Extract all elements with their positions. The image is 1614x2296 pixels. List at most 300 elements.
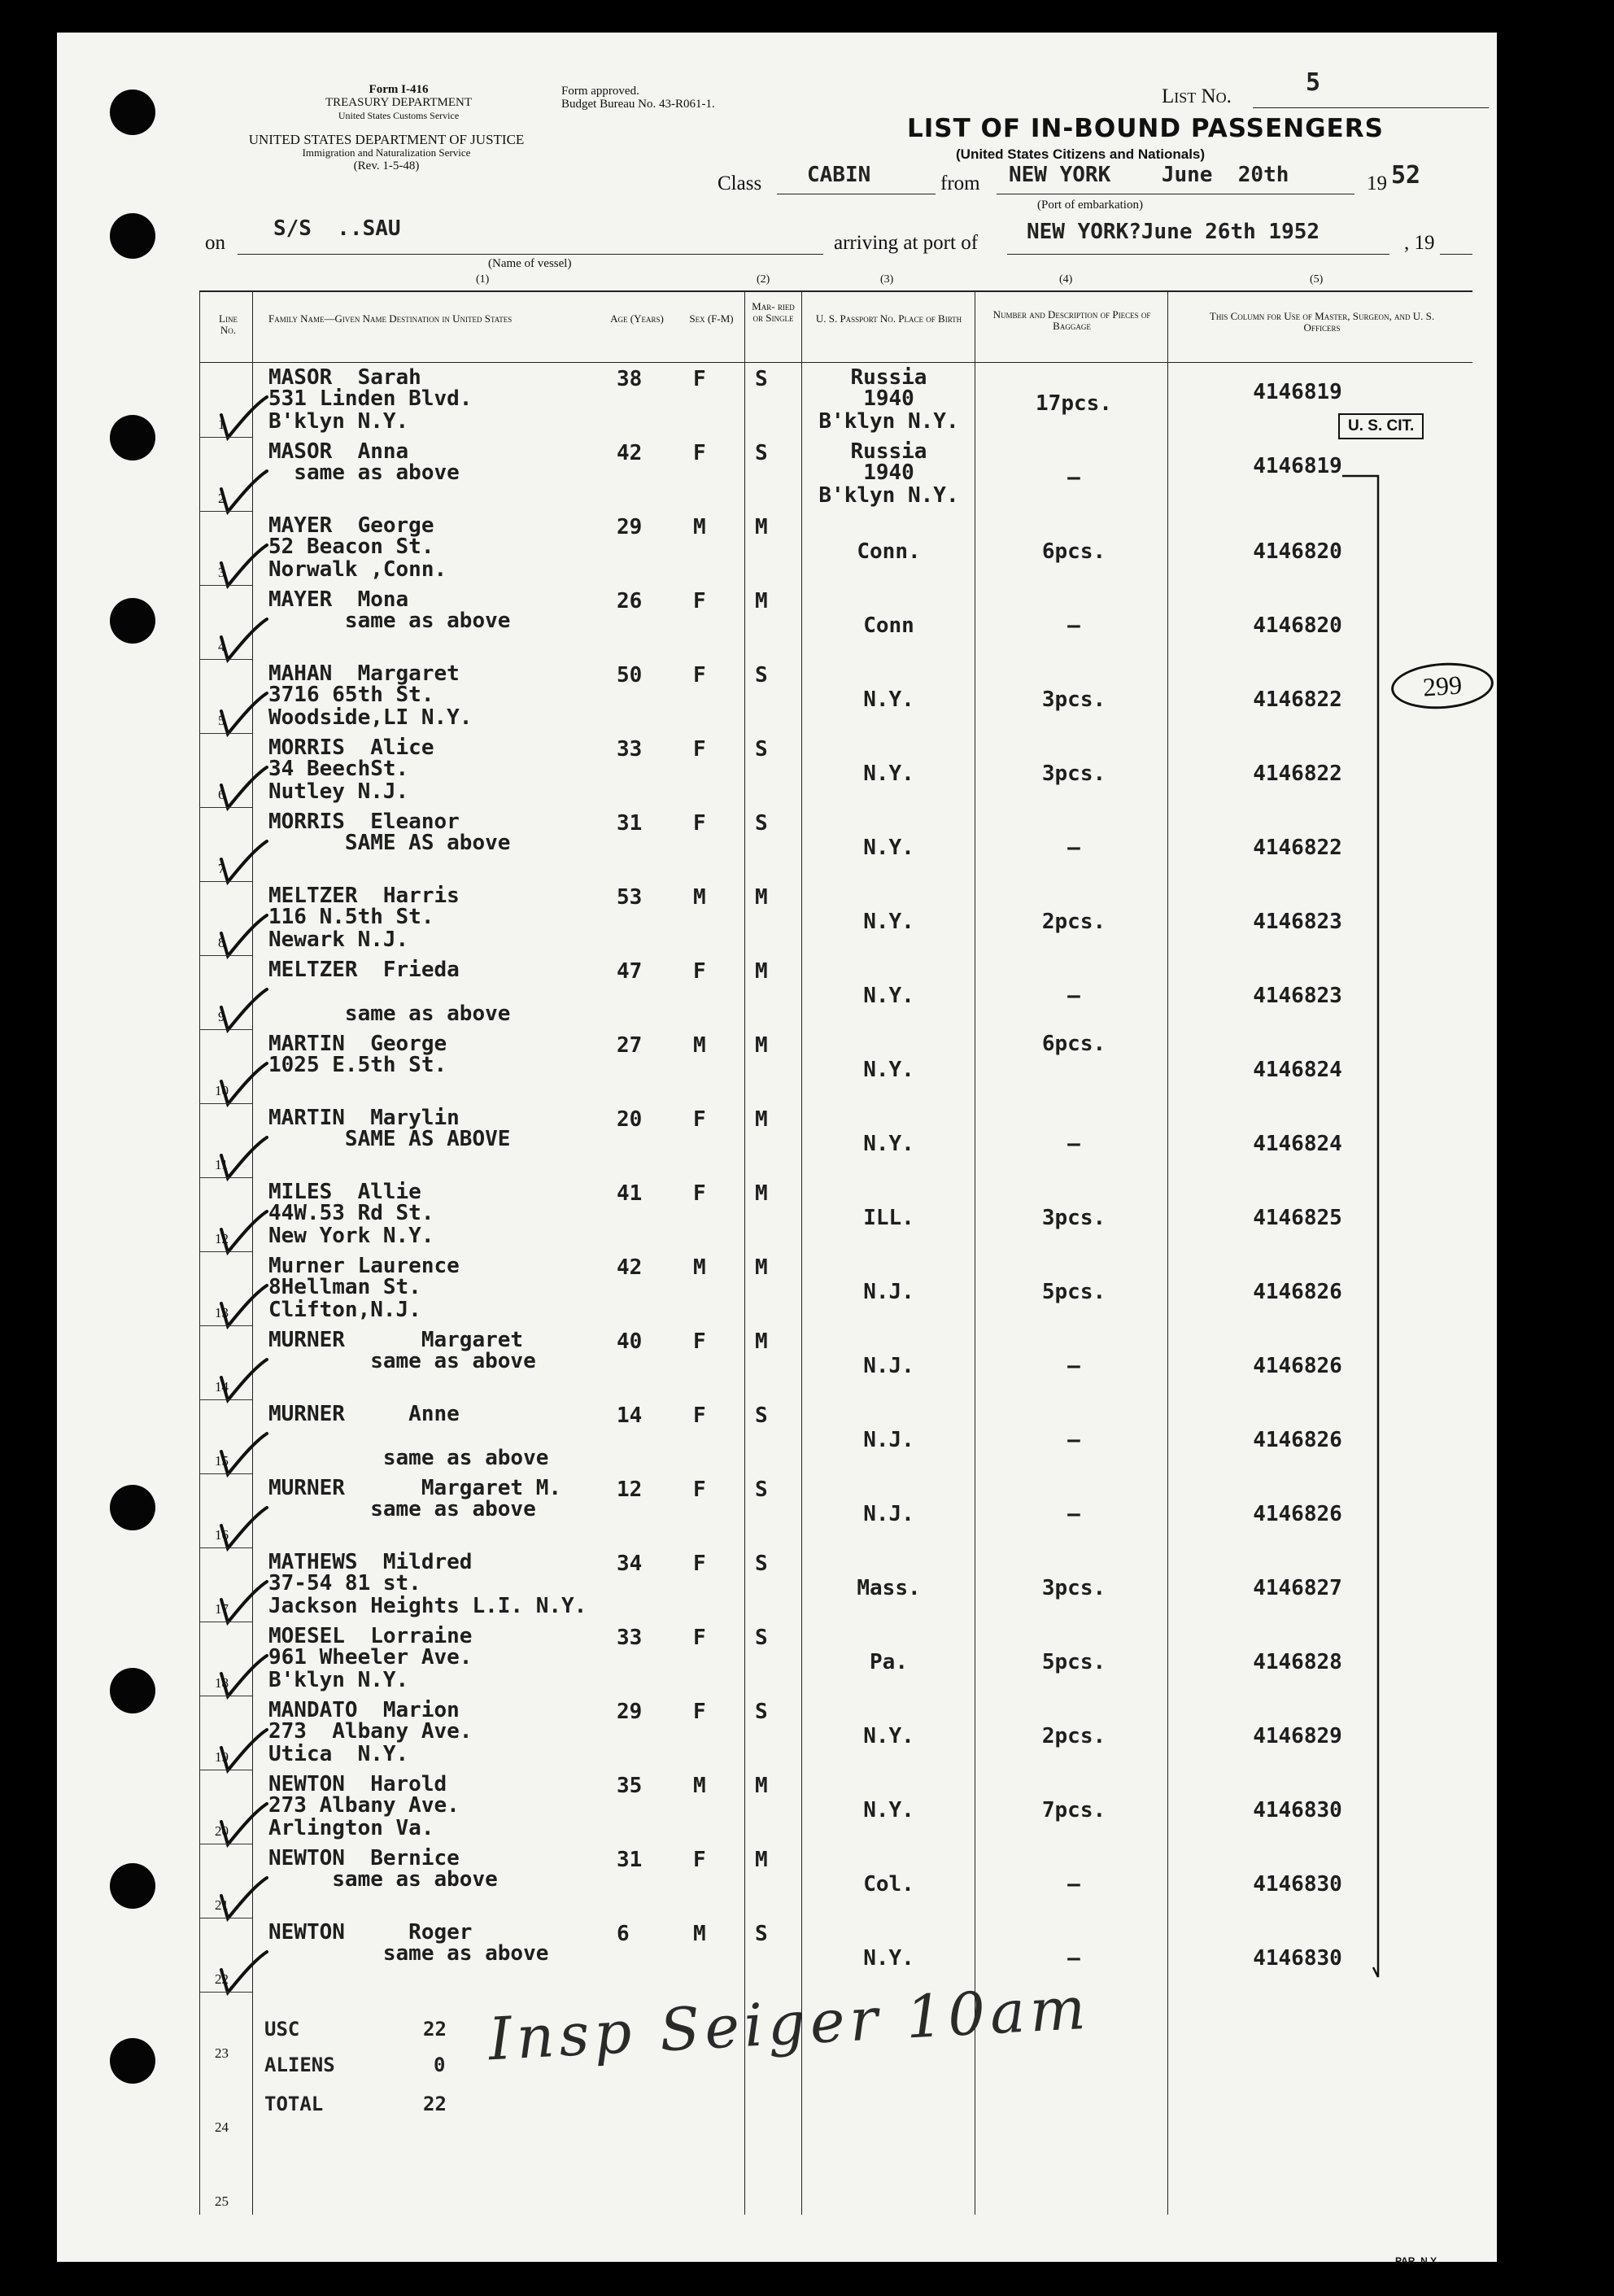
passenger-address-2: B'klyn N.Y. (268, 409, 409, 434)
column-number: (1) (476, 273, 490, 286)
age: 33 (617, 1626, 643, 1650)
sex: F (693, 663, 706, 687)
port-embarkation-caption: (Port of embarkation) (1037, 199, 1143, 212)
passenger-address-1: same as above (268, 609, 511, 633)
officer-number: 4146823 (1253, 984, 1342, 1008)
passenger-name: NEWTON Roger (268, 1920, 473, 1945)
baggage: 3pcs. (1041, 687, 1106, 712)
baggage: — (1067, 1354, 1080, 1378)
place-of-birth: Pa. (870, 1650, 908, 1674)
passenger-row (0, 1104, 1440, 1178)
sex: M (693, 515, 706, 539)
passenger-address-1: SAME AS ABOVE (268, 1127, 511, 1151)
revision: (Rev. 1-5-48) (353, 159, 420, 172)
year-prefix-1: 19 (1367, 172, 1387, 194)
customs-service: United States Customs Service (338, 110, 460, 121)
line-number: 25 (215, 2193, 229, 2209)
officer-number: 4146822 (1253, 687, 1342, 712)
sex: F (693, 1552, 706, 1576)
marital-status: M (755, 1181, 768, 1206)
line-number: 18 (215, 1675, 229, 1691)
line-number: 2 (218, 491, 225, 506)
passenger-row (0, 512, 1440, 586)
age: 12 (617, 1478, 643, 1502)
baggage: 5pcs. (1041, 1280, 1106, 1304)
passenger-address-2: Newark N.J. (268, 928, 409, 952)
passenger-address-2: B'klyn N.Y. (268, 1668, 409, 1692)
place-of-birth: N.Y. (863, 1946, 914, 1971)
baggage: 2pcs. (1041, 1724, 1106, 1748)
sex: M (693, 1774, 706, 1798)
place-of-birth: Conn. (857, 539, 921, 564)
passenger-address-1: same as above (268, 1941, 549, 1966)
passenger-name: MORRIS Alice (268, 736, 434, 760)
passenger-address-2: same as above (268, 1002, 511, 1026)
totals-value: 22 (423, 2093, 447, 2115)
baggage: 7pcs. (1041, 1798, 1106, 1822)
col-header-baggage: Number and Description of Pieces of Baggage (992, 308, 1151, 332)
passenger-name: MURNER Margaret (268, 1328, 524, 1352)
col-header-officers: This Column for Use of Master, Surgeon, and U. S. Officers (1209, 310, 1435, 334)
totals-label: USC (264, 2018, 300, 2041)
age: 38 (617, 367, 643, 391)
binder-hole (110, 89, 155, 135)
page-title: LIST OF IN-BOUND PASSENGERS (907, 114, 1384, 143)
list-no-label: List No. (1162, 85, 1232, 107)
officer-number: 4146826 (1253, 1280, 1342, 1304)
officer-number: 4146822 (1253, 762, 1342, 786)
passenger-row (0, 956, 1440, 1030)
arriving-value: NEW YORK?June 26th 1952 (1027, 220, 1320, 244)
passenger-address-1: same as above (268, 1349, 536, 1373)
table-top-border (199, 290, 1472, 292)
passenger-address-1: same as above (268, 1497, 536, 1521)
passenger-name: MASOR Anna (268, 439, 409, 464)
line-number: 13 (215, 1305, 229, 1320)
sex: F (693, 1626, 706, 1650)
baggage: — (1067, 1872, 1080, 1897)
officer-number: 4146820 (1253, 613, 1342, 638)
passenger-name: NEWTON Harold (268, 1772, 447, 1796)
passenger-row (0, 364, 1440, 438)
officer-number: 4146830 (1253, 1798, 1342, 1822)
ins-title: Immigration and Naturalization Service (302, 146, 471, 159)
sex: M (693, 1033, 706, 1058)
passenger-address-2: Jackson Heights L.I. N.Y. (268, 1594, 587, 1618)
age: 50 (617, 663, 643, 687)
year-value-1: 52 (1391, 161, 1421, 190)
baggage: 3pcs. (1041, 1206, 1106, 1230)
on-label: on (205, 232, 225, 254)
officer-number: 4146819 (1253, 380, 1342, 404)
age: 47 (617, 959, 643, 984)
passenger-name: MORRIS Eleanor (268, 810, 460, 834)
passenger-name: MANDATO Marion (268, 1698, 460, 1722)
column-number: (4) (1059, 273, 1073, 286)
class-label: Class (718, 172, 762, 194)
passenger-row (0, 1252, 1440, 1326)
passenger-row (0, 1400, 1440, 1474)
passenger-address-2: same as above (268, 1446, 549, 1470)
place-of-birth: N.Y. (863, 762, 914, 786)
row-divider (199, 1992, 252, 1993)
passenger-address-1: same as above (268, 1867, 498, 1892)
marital-status: M (755, 1848, 768, 1872)
sex: F (693, 1329, 706, 1354)
arriving-label: arriving at port of (834, 232, 979, 254)
list-no-underline (1253, 107, 1489, 108)
passenger-name: MURNER Margaret M. (268, 1476, 562, 1500)
passenger-row (0, 1696, 1440, 1770)
col-header-passport: U. S. Passport No. Place of Birth (815, 312, 962, 325)
passenger-name: MARTIN Marylin (268, 1106, 460, 1130)
marital-status: M (755, 1774, 768, 1798)
routing-bracket (1334, 439, 1383, 1985)
passenger-address-1: 34 BeechSt. (268, 757, 409, 781)
line-number: 17 (215, 1601, 229, 1617)
line-number: 6 (218, 787, 225, 802)
passenger-name: MILES Allie (268, 1180, 421, 1204)
arriving-underline (1007, 254, 1389, 255)
age: 6 (617, 1922, 630, 1946)
passenger-address-1: 273 Albany Ave. (268, 1719, 473, 1744)
passenger-name: Murner Laurence (268, 1254, 460, 1278)
sex: F (693, 1403, 706, 1428)
baggage: — (1067, 984, 1080, 1008)
passenger-address-2: Norwalk ,Conn. (268, 557, 447, 582)
age: 33 (617, 737, 643, 762)
officer-number: 4146826 (1253, 1502, 1342, 1526)
printer-mark: PAR. N.Y. (1395, 2255, 1439, 2267)
officer-number: 4146823 (1253, 910, 1342, 934)
baggage: — (1067, 613, 1080, 638)
passenger-row (0, 586, 1440, 660)
doj-title: UNITED STATES DEPARTMENT OF JUSTICE (248, 132, 525, 147)
passenger-address-1: SAME AS above (268, 831, 511, 855)
baggage: 6pcs. (1041, 1032, 1106, 1056)
passenger-name: MARTIN George (268, 1032, 447, 1056)
officer-number: 4146819 (1253, 454, 1342, 478)
marital-status: S (755, 1478, 768, 1502)
passenger-name: MOESEL Lorraine (268, 1624, 473, 1648)
circled-number: 299 (1421, 670, 1464, 702)
passenger-address-1: 531 Linden Blvd. (268, 386, 473, 411)
age: 29 (617, 515, 643, 539)
col-header-age: Age (Years) (610, 312, 664, 325)
passenger-address-1: 273 Albany Ave. (268, 1793, 460, 1818)
line-number: 21 (215, 1897, 229, 1913)
passenger-address-2: Utica N.Y. (268, 1742, 409, 1766)
passenger-address-1: same as above (268, 461, 460, 485)
treasury-dept: TREASURY DEPARTMENT (325, 96, 473, 109)
age: 20 (617, 1107, 643, 1132)
line-number: 11 (215, 1157, 229, 1172)
place-of-birth: Conn (863, 613, 914, 638)
sex: F (693, 959, 706, 984)
line-number: 22 (215, 1971, 229, 1987)
baggage: 6pcs. (1041, 539, 1106, 564)
line-number: 12 (215, 1231, 229, 1246)
sex: F (693, 1478, 706, 1502)
column-number: (3) (880, 273, 894, 286)
age: 41 (617, 1181, 643, 1206)
place-of-birth: N.Y. (863, 910, 914, 934)
passenger-address-2: Arlington Va. (268, 1816, 434, 1840)
vessel-caption: (Name of vessel) (488, 257, 572, 270)
sex: F (693, 1700, 706, 1724)
sex: F (693, 589, 706, 613)
line-number: 9 (218, 1009, 225, 1024)
class-value: CABIN (807, 163, 871, 187)
age: 40 (617, 1329, 643, 1354)
passenger-address-1: 961 Wheeler Ave. (268, 1645, 473, 1670)
marital-status: S (755, 1626, 768, 1650)
passenger-row (0, 1030, 1440, 1104)
place-of-birth: N.Y. (863, 984, 914, 1008)
passenger-address-2: Clifton,N.J. (268, 1298, 421, 1322)
passenger-name: MELTZER Harris (268, 884, 460, 908)
marital-status: S (755, 441, 768, 465)
officer-number: 4146826 (1253, 1354, 1342, 1378)
officer-number: 4146828 (1253, 1650, 1342, 1674)
form-number: Form I-416 (369, 83, 429, 96)
officer-number: 4146830 (1253, 1872, 1342, 1897)
baggage: 3pcs. (1041, 762, 1106, 786)
baggage: — (1067, 1132, 1080, 1156)
officer-number: 4146824 (1253, 1132, 1342, 1156)
age: 42 (617, 441, 643, 465)
age: 29 (617, 1700, 643, 1724)
binder-hole (110, 213, 155, 259)
place-of-birth: Russia (850, 365, 927, 390)
passenger-row (0, 1770, 1440, 1844)
line-number: 3 (218, 565, 225, 580)
marital-status: S (755, 811, 768, 836)
passenger-address-1: 1025 E.5th St. (268, 1053, 447, 1077)
officer-number: 4146825 (1253, 1206, 1342, 1230)
col-header-name: Family Name—Given Name Destination in United States (268, 312, 513, 325)
totals-value: 0 (434, 2054, 446, 2076)
line-number: 7 (218, 861, 225, 876)
sex: M (693, 1922, 706, 1946)
inspector-signature: Insp Seiger 10am (486, 1973, 1093, 2074)
place-of-birth: N.Y. (863, 1132, 914, 1156)
from-value: NEW YORK June 20th (1009, 163, 1289, 187)
passenger-row (0, 882, 1440, 956)
place-of-birth-detail: B'klyn N.Y. (818, 409, 959, 434)
officer-number: 4146822 (1253, 836, 1342, 860)
place-of-birth: N.Y. (863, 687, 914, 712)
place-of-birth: N.J. (863, 1354, 914, 1378)
marital-status: S (755, 1922, 768, 1946)
totals-value: 22 (423, 2018, 447, 2041)
age: 31 (617, 1848, 643, 1872)
place-of-birth: N.J. (863, 1280, 914, 1304)
column-number: (2) (757, 273, 770, 286)
vessel-value: S/S ..SAU (273, 216, 401, 241)
col-header-married: Mar- ried or Single (752, 300, 795, 324)
passenger-row (0, 1844, 1440, 1918)
baggage: 3pcs. (1041, 1576, 1106, 1600)
marital-status: M (755, 515, 768, 539)
marital-status: S (755, 1700, 768, 1724)
table-header-border (199, 362, 1472, 363)
baggage: — (1067, 465, 1080, 490)
marital-status: S (755, 663, 768, 687)
doj-block (195, 133, 578, 172)
place-of-birth: N.Y. (863, 1058, 914, 1082)
line-number: 19 (215, 1749, 229, 1765)
passenger-row (0, 1622, 1440, 1696)
passenger-address-1: 8Hellman St. (268, 1275, 421, 1299)
sex: F (693, 811, 706, 836)
officer-number: 4146826 (1253, 1428, 1342, 1452)
age: 42 (617, 1255, 643, 1280)
line-number: 5 (218, 713, 225, 728)
marital-status: S (755, 367, 768, 391)
officer-number: 4146830 (1253, 1946, 1342, 1971)
officer-number: 4146827 (1253, 1576, 1342, 1600)
approved-line: Form approved. (561, 85, 639, 98)
passenger-address-1: 37-54 81 st. (268, 1571, 421, 1595)
age: 26 (617, 589, 643, 613)
passenger-address-1: 52 Beacon St. (268, 535, 434, 559)
place-of-birth-detail: B'klyn N.Y. (818, 483, 959, 508)
line-number: 1 (218, 417, 225, 432)
line-number: 10 (215, 1083, 229, 1098)
marital-status: S (755, 737, 768, 762)
sex: F (693, 441, 706, 465)
age: 14 (617, 1403, 643, 1428)
place-of-birth-year: 1940 (863, 461, 914, 485)
age: 53 (617, 885, 643, 910)
sex: F (693, 1181, 706, 1206)
place-of-birth: N.Y. (863, 1798, 914, 1822)
marital-status: M (755, 1329, 768, 1354)
passenger-row (0, 660, 1440, 734)
place-of-birth: Col. (863, 1872, 914, 1897)
passenger-row (0, 1548, 1440, 1622)
sex: F (693, 1848, 706, 1872)
line-number: 20 (215, 1823, 229, 1839)
passenger-name: NEWTON Bernice (268, 1846, 460, 1870)
baggage: — (1067, 1946, 1080, 1971)
line-number: 4 (218, 639, 225, 654)
passenger-name: MAYER George (268, 513, 434, 538)
list-no-value: 5 (1306, 68, 1321, 97)
year-underline-2 (1440, 254, 1472, 255)
totals-label: TOTAL (264, 2093, 324, 2115)
passenger-address-2: Nutley N.J. (268, 779, 409, 804)
sex: F (693, 737, 706, 762)
budget-bureau-line: Budget Bureau No. 43-R061-1. (561, 98, 715, 111)
passenger-name: MAYER Mona (268, 587, 409, 612)
baggage: 17pcs. (1036, 391, 1112, 416)
age: 35 (617, 1774, 643, 1798)
passenger-row (0, 438, 1440, 512)
age: 27 (617, 1033, 643, 1058)
passenger-name: MURNER Anne (268, 1402, 460, 1426)
baggage: — (1067, 836, 1080, 860)
baggage: 2pcs. (1041, 910, 1106, 934)
line-number: 15 (215, 1453, 229, 1469)
form-agency-block (268, 83, 529, 122)
col-header-line: Line No. (219, 312, 238, 336)
passenger-name: MASOR Sarah (268, 365, 421, 390)
sex: F (693, 1107, 706, 1132)
passenger-row (0, 734, 1440, 808)
marital-status: M (755, 1033, 768, 1058)
sex: M (693, 885, 706, 910)
binder-hole (110, 2038, 155, 2084)
passenger-address-1: 116 N.5th St. (268, 905, 434, 929)
place-of-birth: N.J. (863, 1428, 914, 1452)
line-number: 23 (215, 2045, 229, 2061)
place-of-birth: ILL. (863, 1206, 914, 1230)
place-of-birth: N.J. (863, 1502, 914, 1526)
baggage: — (1067, 1502, 1080, 1526)
us-citizen-stamp: U. S. CIT. (1338, 413, 1424, 439)
passenger-address-1: 44W.53 Rd St. (268, 1201, 434, 1225)
passenger-address-1: 3716 65th St. (268, 683, 434, 707)
marital-status: S (755, 1552, 768, 1576)
age: 34 (617, 1552, 643, 1576)
marital-status: M (755, 885, 768, 910)
vessel-underline (238, 254, 823, 255)
marital-status: M (755, 959, 768, 984)
passenger-row (0, 1474, 1440, 1548)
column-number: (5) (1310, 273, 1324, 286)
marital-status: M (755, 1255, 768, 1280)
marital-status: M (755, 589, 768, 613)
passenger-address-2: New York N.Y. (268, 1224, 434, 1248)
line-number: 8 (218, 935, 225, 950)
passenger-row (0, 1326, 1440, 1400)
place-of-birth: Mass. (857, 1576, 921, 1600)
age: 31 (617, 811, 643, 836)
line-number: 16 (215, 1527, 229, 1543)
line-number: 24 (215, 2119, 229, 2135)
marital-status: M (755, 1107, 768, 1132)
sex: M (693, 1255, 706, 1280)
passenger-address-2: Woodside,LI N.Y. (268, 705, 473, 730)
baggage: 5pcs. (1041, 1650, 1106, 1674)
col-header-sex: Sex (F-M) (689, 312, 734, 325)
page-subtitle: (United States Citizens and Nationals) (956, 146, 1206, 162)
place-of-birth: N.Y. (863, 836, 914, 860)
line-number: 14 (215, 1379, 229, 1395)
from-label: from (940, 172, 980, 194)
marital-status: S (755, 1403, 768, 1428)
sex: F (693, 367, 706, 391)
passenger-name: MATHEWS Mildred (268, 1550, 473, 1574)
place-of-birth: N.Y. (863, 1724, 914, 1748)
year-prefix-2: , 19 (1404, 232, 1435, 254)
baggage: — (1067, 1428, 1080, 1452)
passenger-row (0, 808, 1440, 882)
passenger-row (0, 1918, 1440, 1993)
passenger-name: MAHAN Margaret (268, 661, 460, 686)
budget-approval (561, 85, 715, 111)
place-of-birth-year: 1940 (863, 386, 914, 411)
officer-number: 4146824 (1253, 1058, 1342, 1082)
place-of-birth: Russia (850, 439, 927, 464)
passenger-name: MELTZER Frieda (268, 958, 460, 982)
totals-label: ALIENS (264, 2054, 335, 2076)
officer-number: 4146820 (1253, 539, 1342, 564)
officer-number: 4146829 (1253, 1724, 1342, 1748)
passenger-row (0, 1178, 1440, 1252)
